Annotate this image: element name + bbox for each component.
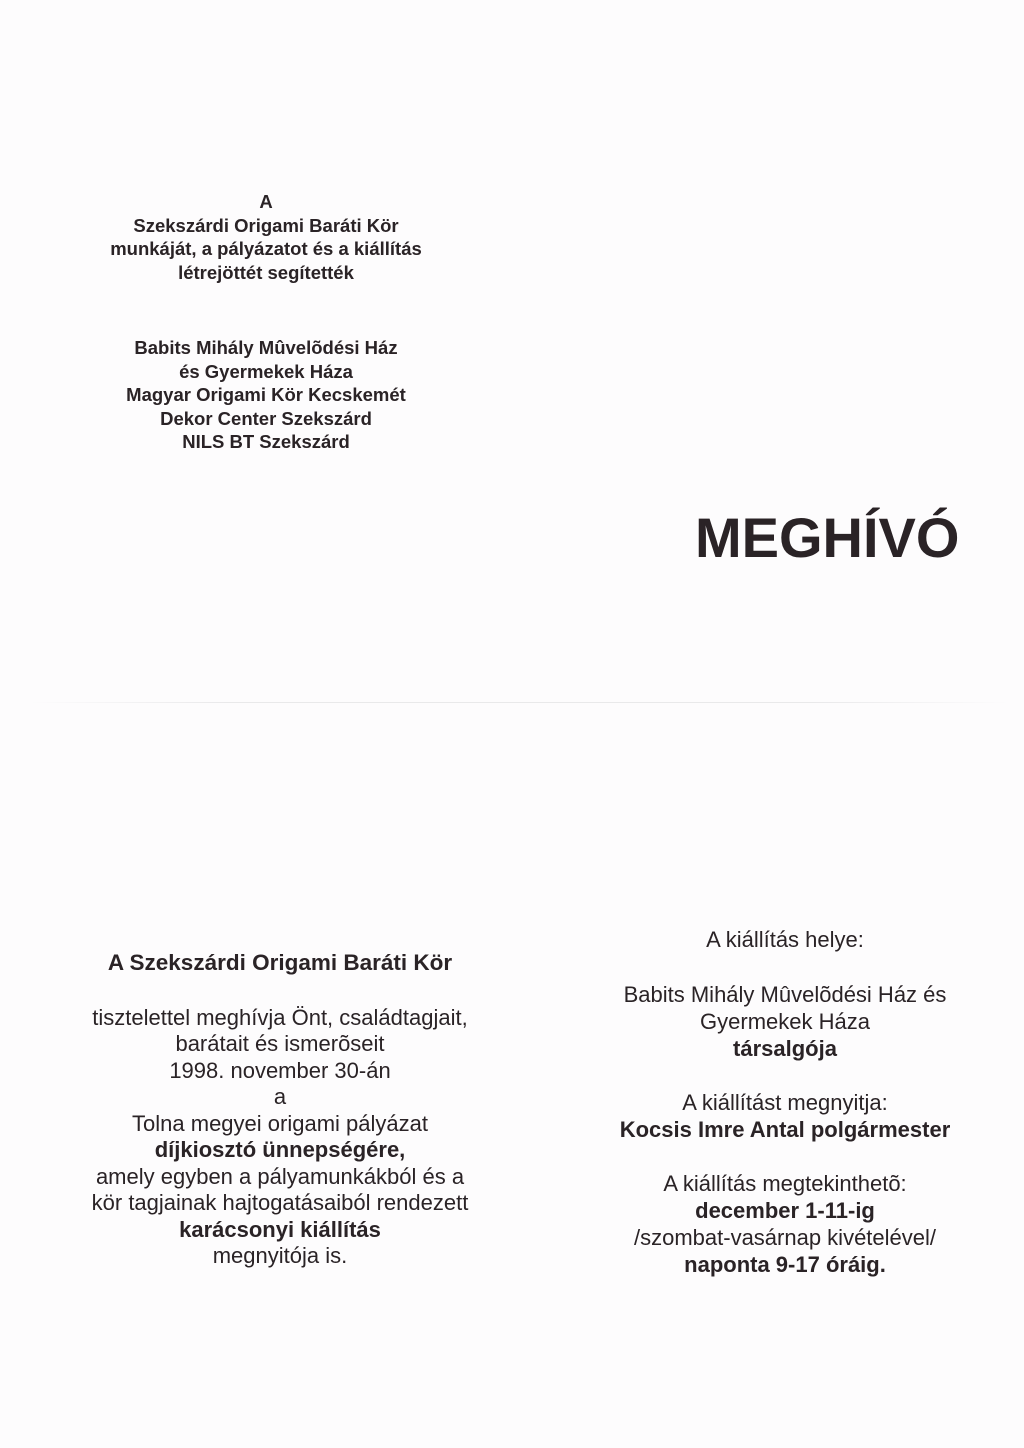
sponsors-intro-line: létrejöttét segítették <box>178 261 354 283</box>
christmas-exhibition: karácsonyi kiállítás <box>179 1216 381 1242</box>
invitation-title: MEGHÍVÓ <box>695 506 960 569</box>
invitation-line: tisztelettel meghívja Önt, családtagjait, <box>92 1004 468 1030</box>
invitation-text <box>60 950 500 1270</box>
sponsor-item: Dekor Center Szekszárd <box>160 407 372 429</box>
opener-label: A kiállítást megnyitja: <box>682 1090 888 1115</box>
sponsors-intro-line: munkáját, a pályázatot és a kiállítás <box>110 238 422 259</box>
invitation-date: 1998. november 30-án <box>169 1057 391 1083</box>
invitation-line: barátait és ismerõseit <box>175 1031 385 1056</box>
sponsors-intro-line: A <box>259 191 273 212</box>
dates-exception: /szombat-vasárnap kivételével/ <box>633 1225 937 1250</box>
invitation-line: amely egyben a pályamunkákból és a <box>95 1163 465 1189</box>
sponsor-item: NILS BT Szekszárd <box>182 431 350 452</box>
award-ceremony: díjkiosztó ünnepségére, <box>154 1137 406 1162</box>
invitation-line: a <box>273 1084 287 1109</box>
sponsor-item: és Gyermekek Háza <box>179 360 353 382</box>
fold-line <box>30 702 1010 703</box>
exhibition-dates: december 1-11-ig <box>695 1198 875 1223</box>
invitation-line: kör tagjainak hajtogatásaiból rendezett <box>91 1190 469 1215</box>
sponsor-item: Magyar Origami Kör Kecskemét <box>126 384 406 405</box>
venue-label: A kiállítás helye: <box>706 927 864 952</box>
sponsors-intro-line: Szekszárdi Origami Baráti Kör <box>133 214 399 236</box>
sponsor-item: Babits Mihály Mûvelõdési Ház <box>134 337 398 358</box>
dates-label: A kiállítás megtekinthetõ: <box>663 1171 907 1196</box>
invitation-line: Tolna megyei origami pályázat <box>132 1110 428 1136</box>
venue-name-cont: Gyermekek Háza <box>700 1009 870 1034</box>
venue-name: Babits Mihály Mûvelõdési Ház és <box>623 982 947 1007</box>
opener-name: Kocsis Imre Antal polgármester <box>619 1117 951 1142</box>
venue-room: társalgója <box>733 1036 837 1061</box>
organization-name: A Szekszárdi Origami Baráti Kör <box>107 950 453 975</box>
exhibition-details <box>570 926 1000 1278</box>
sponsors-intro <box>60 190 472 284</box>
opening-hours: naponta 9-17 óráig. <box>684 1252 886 1277</box>
invitation-line: megnyitója is. <box>212 1243 348 1268</box>
sponsors-list <box>60 336 472 454</box>
